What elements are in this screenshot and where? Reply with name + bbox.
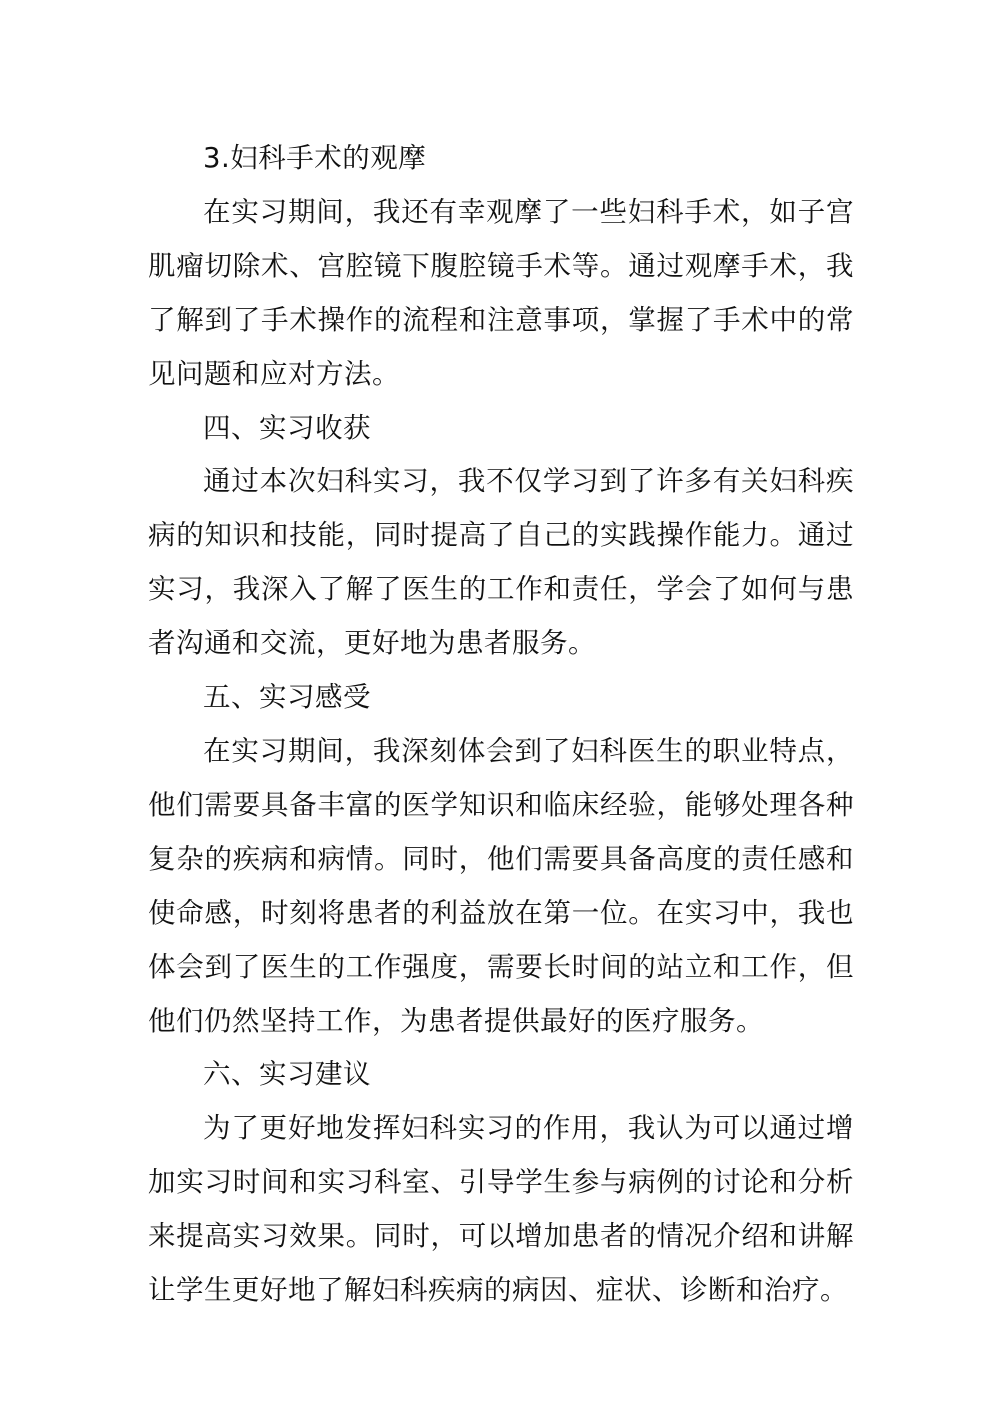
paragraph-suggestions: 为了更好地发挥妇科实习的作用，我认为可以通过增加实习时间和实习科室、引导学生参与病例的讨论和分析来提高实习效果。同时，可以增加患者的情况介绍和讲解让学生更好地了解妇科疾病的病因、症状、诊断和治疗。: [148, 1112, 854, 1307]
section-heading-surgery-observation: 3.妇科手术的观摩: [203, 142, 427, 174]
document-body: [148, 132, 854, 1318]
section-heading-suggestions: 六、实习建议: [203, 1058, 371, 1091]
paragraph-surgery-observation: 在实习期间，我还有幸观摩了一些妇科手术，如子宫肌瘤切除术、宫腔镜下腹腔镜手术等。通过观摩手术，我了解到了手术操作的流程和注意事项，掌握了手术中的常见问题和应对方法。: [148, 195, 854, 390]
section-heading-gains: 四、实习收获: [203, 411, 371, 444]
paragraph-feelings: 在实习期间，我深刻体会到了妇科医生的职业特点，他们需要具备丰富的医学知识和临床经验，能够处理各种复杂的疾病和病情。同时，他们需要具备高度的责任感和使命感，时刻将患者的利益放在第一位。在实习中，我也体会到了医生的工作强度，需要长时间的站立和工作，但他们仍然坚持工作，为患者提供最好的医疗服务。: [148, 734, 854, 1037]
section-heading-feelings: 五、实习感受: [203, 681, 371, 714]
paragraph-gains: 通过本次妇科实习，我不仅学习到了许多有关妇科疾病的知识和技能，同时提高了自己的实践操作能力。通过实习，我深入了解了医生的工作和责任，学会了如何与患者沟通和交流，更好地为患者服务。: [148, 465, 854, 660]
